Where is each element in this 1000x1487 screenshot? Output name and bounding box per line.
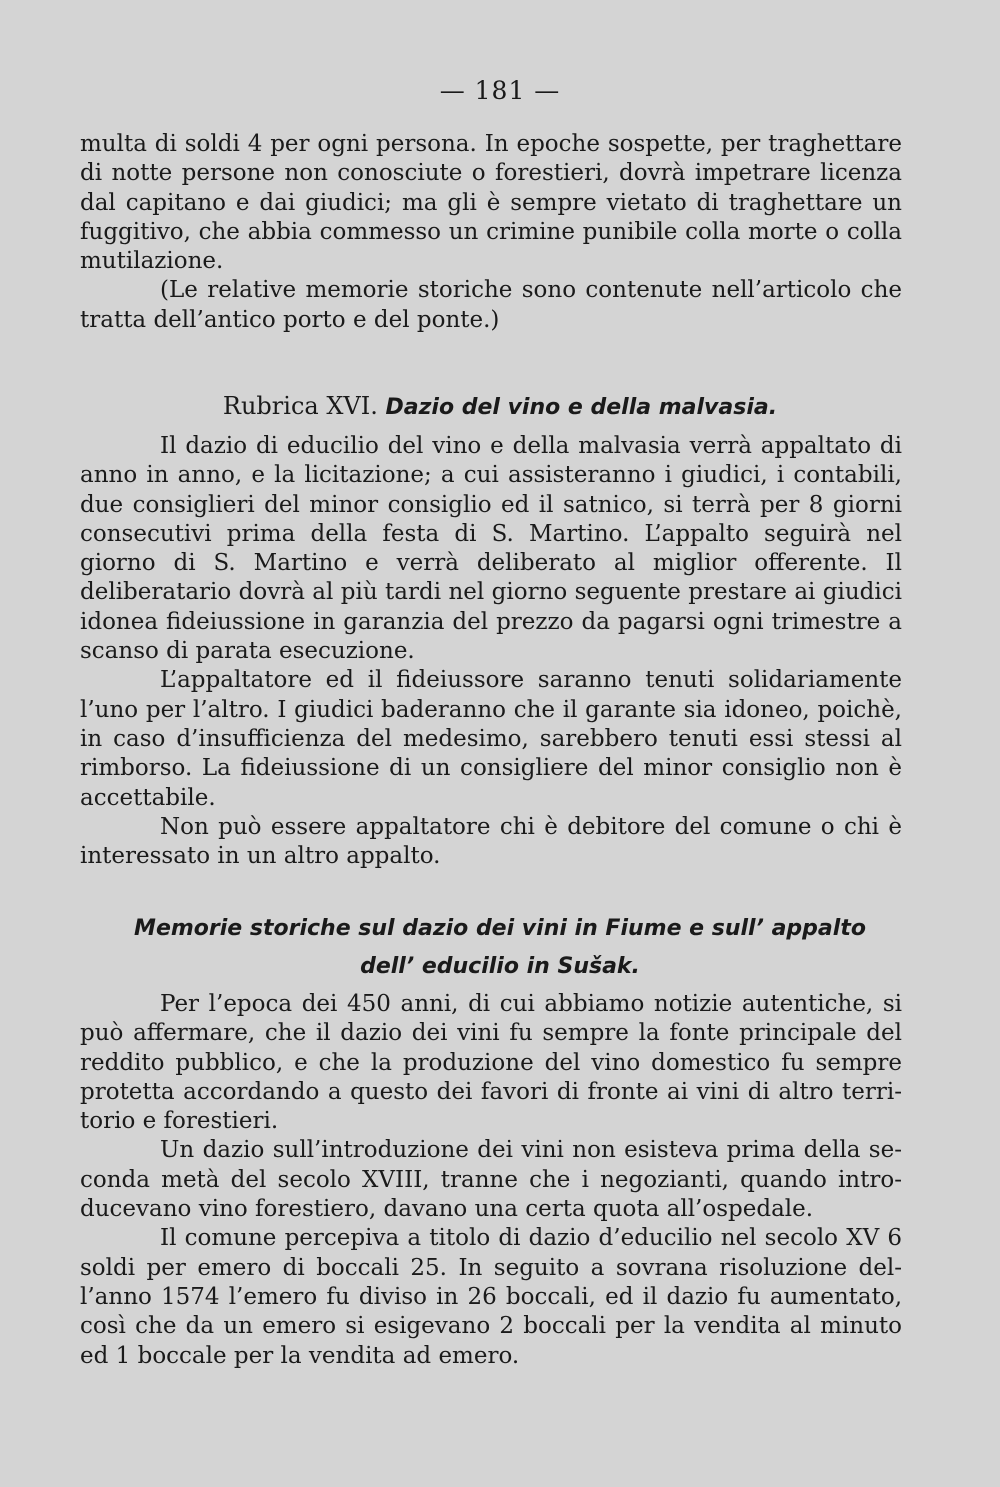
page-number: — 181 — bbox=[439, 76, 561, 105]
memorie-heading-line-1: Memorie storiche sul dazio dei vini in Fiume e sull’ appalto bbox=[134, 916, 866, 941]
rubrica-title: Dazio del vino e della malvasia. bbox=[385, 395, 778, 420]
rubrica-section-text bbox=[80, 432, 902, 871]
memorie-heading bbox=[0, 910, 1000, 986]
memorie-heading-line-2: dell’ educilio in Sušak. bbox=[360, 954, 640, 979]
intro-text bbox=[80, 130, 902, 335]
section1-paragraph-2: L’appaltatore ed il fideiussore saranno tenuti solidariamente l’uno per l’altro. I giudici baderanno che il garante sia idoneo, poichè, in caso d’insufficienza del medesimo, sarebbero tenuti essi stessi al rimborso. La fideiussione di un consigliere del minor consiglio non è accettabile. bbox=[80, 667, 902, 811]
rubrica-heading bbox=[0, 392, 1000, 420]
intro-paragraph-2: (Le relative memorie storiche sono contenute nell’articolo che tratta dell’antico porto e del ponte.) bbox=[80, 277, 902, 333]
section2-paragraph-2: Un dazio sull’introduzione dei vini non esisteva prima della seconda metà del secolo XVIII, tranne che i negozianti, quando introducevano vino forestiero, davano una certa quota all’ospedale. bbox=[80, 1137, 902, 1223]
section1-paragraph-1: Il dazio di educilio del vino e della malvasia verrà appaltato di anno in anno, e la licitazione; a cui assisteranno i giudici, i contabili, due consiglieri del minor consiglio ed il satnico, si terrà per 8 giorni consecutivi prima della festa di S. Martino. L’appalto seguirà nel giorno di S. Martino e verrà deliberato al miglior offerente. Il deliberatario dovrà al più tardi nel giorno seguente prestare ai giudici idonea fideiussione in garanzia del prezzo da pagarsi ogni trimestre a scanso di parata esecuzione. bbox=[80, 433, 902, 665]
rubrica-label: Rubrica XVI. bbox=[222, 392, 378, 420]
memorie-section-text bbox=[80, 990, 902, 1371]
section2-paragraph-3: Il comune percepiva a titolo di dazio d’educilio nel secolo XV 6 soldi per emero di boccali 25. In seguito a sovrana risoluzione dell’anno 1574 l’emero fu diviso in 26 boccali, ed il dazio fu aumentato, così che da un emero si esigevano 2 boccali per la vendita al minuto ed 1 boccale per la vendita ad emero. bbox=[80, 1225, 902, 1369]
section2-paragraph-1: Per l’epoca dei 450 anni, di cui abbiamo notizie autentiche, si può affermare, che il dazio dei vini fu sempre la fonte principale del reddito pubblico, e che la produzione del vino domestico fu sempre protetta accordando a questo dei favori di fronte ai vini di altro territorio e forestieri. bbox=[80, 991, 902, 1135]
intro-paragraph-1: multa di soldi 4 per ogni persona. In epoche sospette, per traghettare di notte persone non conosciute o forestieri, dovrà impetrare licenza dal capitano e dai giudici; ma gli è sempre vietato di traghettare un fuggitivo, che abbia commesso un crimine punibile colla morte o colla mutilazione. bbox=[80, 131, 902, 275]
section1-paragraph-3: Non può essere appaltatore chi è debitore del comune o chi è interessato in un altro appalto. bbox=[80, 813, 902, 870]
